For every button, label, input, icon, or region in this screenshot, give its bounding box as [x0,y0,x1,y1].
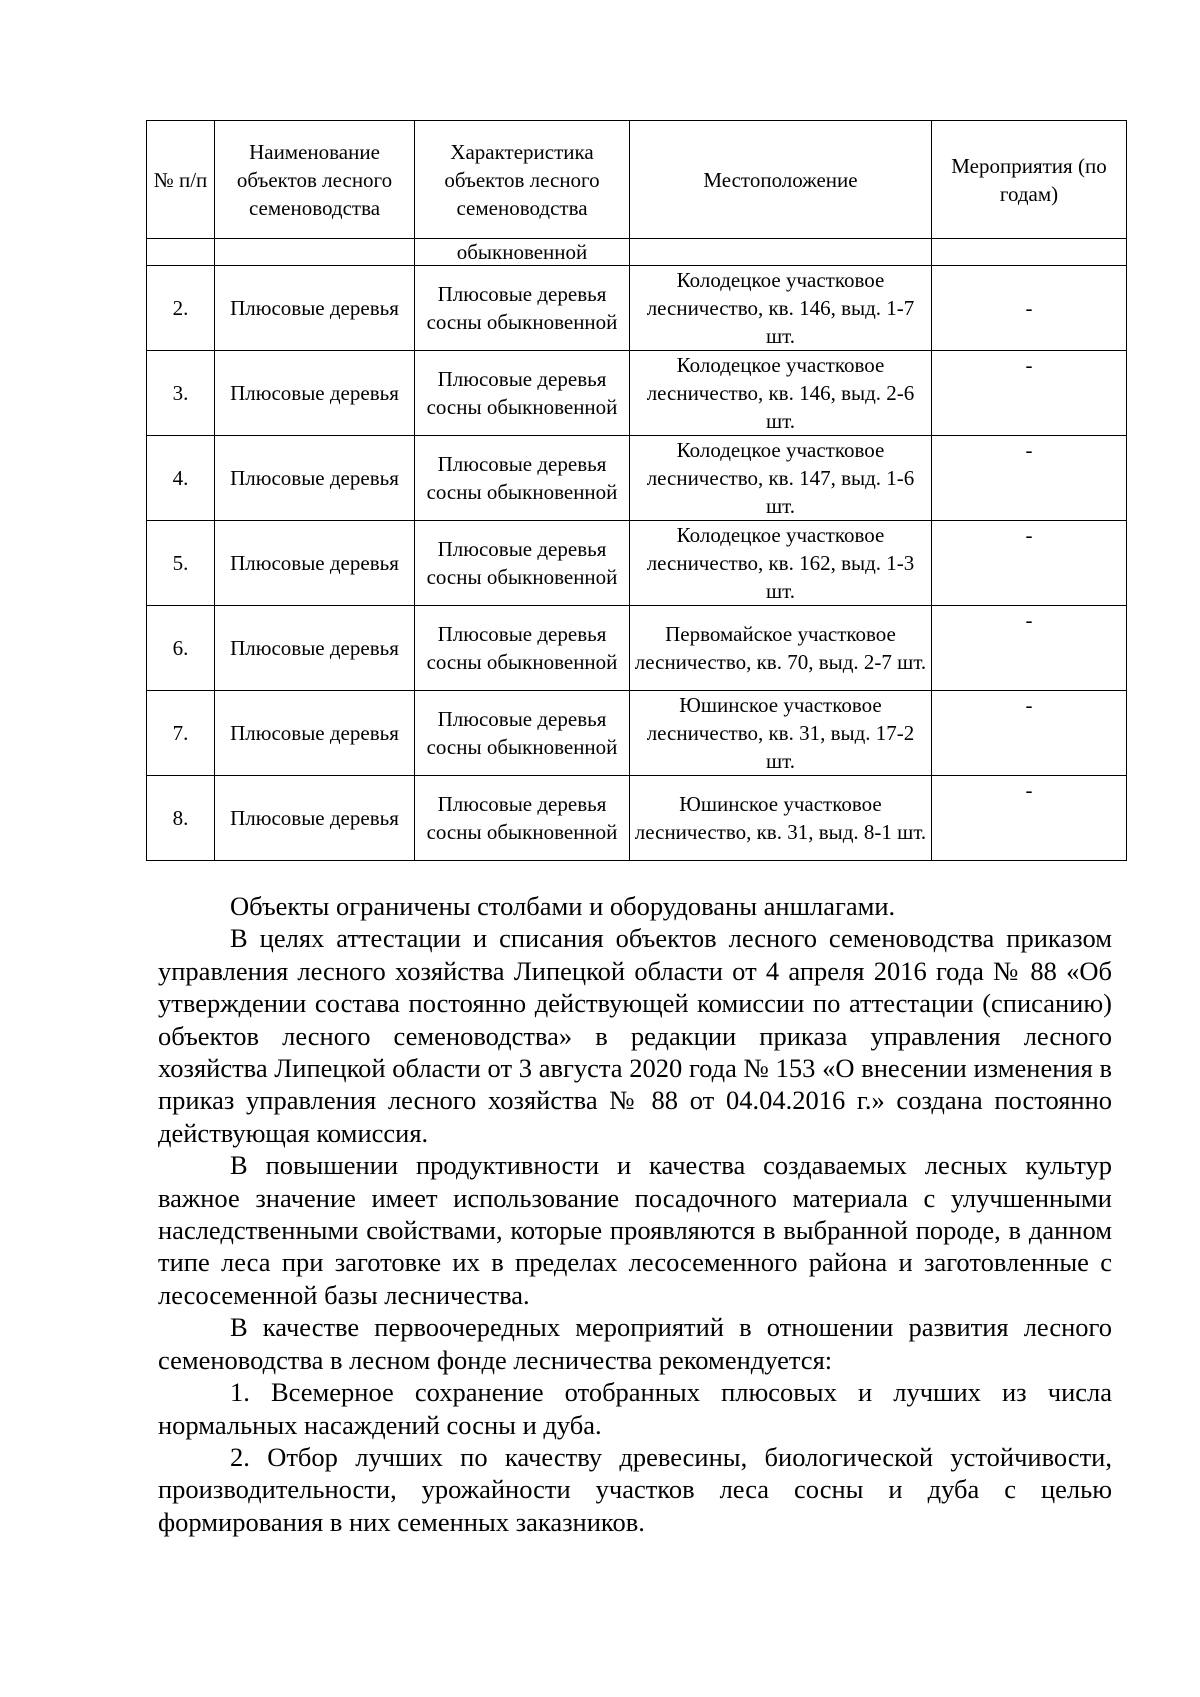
cell-location: Колодецкое участковое лесничество, кв. 162, выд. 1-3 шт. [630,521,932,606]
table-row [147,351,1127,436]
cell-name [215,239,415,266]
paragraph-commission: В целях аттестации и списания объектов лесного семеноводства приказом управления лесного хозяйства Липецкой области от 4 апреля 2016 года № 88 «Об утверждении состава постоянно действующей комиссии по аттестации (списанию) объектов лесного семеноводства» в редакции приказа управления лесного хозяйства Липецкой области от 3 августа 2020 года № 153 «О внесении изменения в приказ управления лесного хозяйства № 88 от 04.04.2016 г.» создана постоянно действующая комиссия. [158,923,1112,1148]
table-row-continuation [147,239,1127,266]
cell-characteristics: Плюсовые деревья сосны обыкновенной [415,606,630,691]
cell-activities: - [932,776,1127,861]
cell-number: 3. [147,351,215,436]
cell-number: 7. [147,691,215,776]
cell-location: Юшинское участковое лесничество, кв. 31, выд. 8-1 шт. [630,776,932,861]
cell-location: Первомайское участковое лесничество, кв. 70, выд. 2-7 шт. [630,606,932,691]
cell-characteristics: Плюсовые деревья сосны обыкновенной [415,351,630,436]
table-row [147,606,1127,691]
cell-activities: - [932,351,1127,436]
header-number: № п/п [147,121,215,239]
cell-number: 5. [147,521,215,606]
cell-name: Плюсовые деревья [215,776,415,861]
cell-number: 6. [147,606,215,691]
paragraph-productivity: В повышении продуктивности и качества создаваемых лесных культур важное значение имеет использование посадочного материала с улучшенными наследственными свойствами, которые проявляются в выбранной породе, в данном типе леса при заготовке их в пределах лесосеменного района и заготовленные с лесосеменной базы лесничества. [158,1150,1112,1310]
table-header-row [147,121,1127,239]
body-text [158,890,1112,1538]
table-row [147,436,1127,521]
header-characteristics: Характеристика объектов лесного семеноводства [415,121,630,239]
table-row [147,776,1127,861]
cell-number: 2. [147,266,215,351]
cell-number [147,239,215,266]
cell-characteristics: Плюсовые деревья сосны обыкновенной [415,436,630,521]
table-row [147,266,1127,351]
cell-number: 8. [147,776,215,861]
table-row [147,521,1127,606]
cell-characteristics: Плюсовые деревья сосны обыкновенной [415,521,630,606]
cell-characteristics: Плюсовые деревья сосны обыкновенной [415,691,630,776]
cell-characteristics: Плюсовые деревья сосны обыкновенной [415,776,630,861]
cell-activities: - [932,606,1127,691]
cell-number: 4. [147,436,215,521]
cell-name: Плюсовые деревья [215,606,415,691]
header-name: Наименование объектов лесного семеноводства [215,121,415,239]
cell-characteristics: обыкновенной [415,239,630,266]
seed-objects-table [146,120,1127,861]
cell-name: Плюсовые деревья [215,351,415,436]
cell-location: Колодецкое участковое лесничество, кв. 146, выд. 2-6 шт. [630,351,932,436]
cell-location: Колодецкое участковое лесничество, кв. 146, выд. 1-7 шт. [630,266,932,351]
cell-location [630,239,932,266]
list-item-1: 1. Всемерное сохранение отобранных плюсовых и лучших из числа нормальных насаждений сосны и дуба. [158,1377,1112,1440]
cell-activities: - [932,691,1127,776]
header-location: Местоположение [630,121,932,239]
header-activities: Мероприятия (по годам) [932,121,1127,239]
cell-name: Плюсовые деревья [215,266,415,351]
cell-location: Юшинское участковое лесничество, кв. 31, выд. 17-2 шт. [630,691,932,776]
cell-name: Плюсовые деревья [215,436,415,521]
paragraph-objects: Объекты ограничены столбами и оборудованы аншлагами. [230,891,896,921]
cell-name: Плюсовые деревья [215,691,415,776]
cell-activities: - [932,266,1127,351]
cell-characteristics: Плюсовые деревья сосны обыкновенной [415,266,630,351]
cell-activities: - [932,521,1127,606]
cell-activities: - [932,436,1127,521]
cell-name: Плюсовые деревья [215,521,415,606]
paragraph-priorities: В качестве первоочередных мероприятий в отношении развития лесного семеноводства в лесном фонде лесничества рекомендуется: [158,1312,1112,1375]
list-item-2: 2. Отбор лучших по качеству древесины, биологической устойчивости, производительности, урожайности участков леса сосны и дуба с целью формирования в них семенных заказников. [158,1441,1112,1537]
cell-location: Колодецкое участковое лесничество, кв. 147, выд. 1-6 шт. [630,436,932,521]
table-row [147,691,1127,776]
cell-activities [932,239,1127,266]
